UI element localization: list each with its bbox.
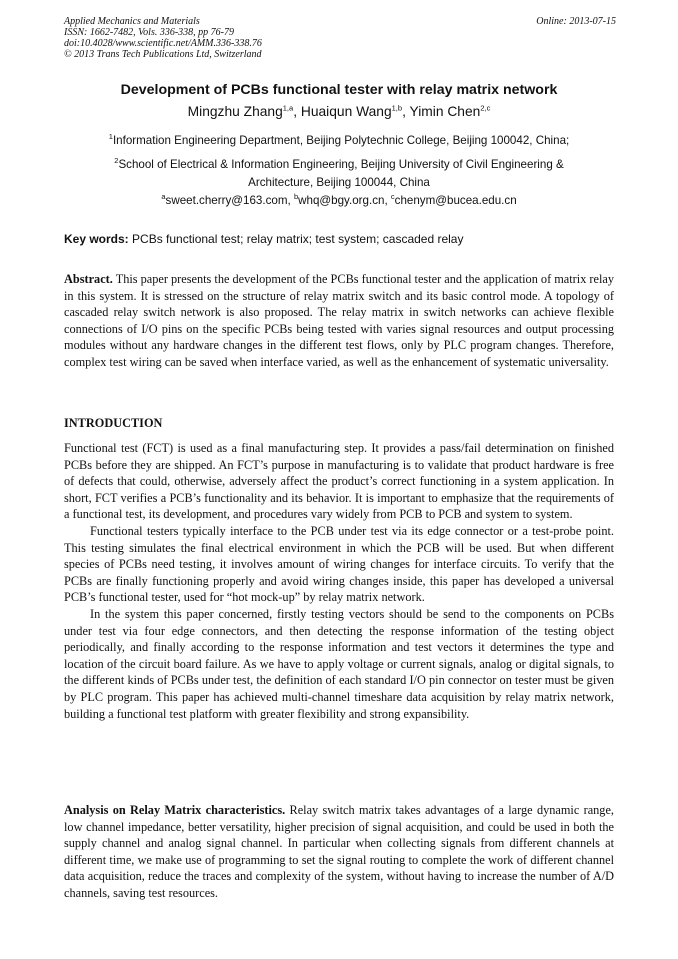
author-affil-sup: 1,b (391, 103, 403, 113)
keywords (64, 232, 463, 246)
affiliation-sup: 1 (108, 132, 113, 142)
author-affil-sup: 1,a (282, 103, 294, 113)
email-separator: , (287, 194, 294, 207)
author-separator: , (293, 104, 301, 119)
doi-line[interactable]: doi:10.4028/www.scientific.net/AMM.336-338.76 (64, 38, 262, 49)
paper-title: Development of PCBs functional tester with relay matrix network (120, 82, 558, 98)
abstract-label: Abstract. (64, 272, 113, 286)
affiliation-sup: 2 (114, 156, 119, 166)
email-link[interactable]: sweet.cherry@163.com (165, 194, 288, 207)
email-link[interactable]: chenym@bucea.edu.cn (394, 194, 517, 207)
online-date: Online: 2013-07-15 (536, 16, 616, 27)
section-heading-introduction: INTRODUCTION (64, 416, 163, 430)
email-list (40, 194, 638, 207)
paragraph: In the system this paper concerned, firstly testing vectors should be send to the components on PCBs under test via four edge connectors, and then detecting the response information of the testing object periodically, and finally according to the response information and test vectors it determines the type and location of the circuit board failure. As we have to apply voltage or current signals, analog or digital signals, to the different kinds of PCBs under test, the definition of each standard I/O pin connector on tester must be given by PLC program. This paper has achieved multi-channel timeshare data acquisition by relay matrix network, building a functional test platform with greater flexibility and strong expansibility. (64, 606, 614, 721)
keywords-text: PCBs functional test; relay matrix; test system; cascaded relay (128, 232, 464, 246)
paragraph: Functional test (FCT) is used as a final manufacturing step. It provides a pass/fail determination on finished PCBs before they are shipped. An FCT’s purpose in manufacturing is to validate that product hardware is free of defects that could, otherwise, adversely affect the product’s correct functioning in a system application. In short, FCT verifies a PCB’s functionality and its behavior. It is important to emphasize that the requirements of a functional test, its development, and procedures vary widely from PCB to PCB and system to system. (64, 441, 614, 522)
affiliation-2 (40, 156, 638, 192)
email-separator: , (384, 194, 391, 207)
author-list (40, 104, 638, 119)
keywords-label: Key words: (64, 232, 129, 246)
affiliation-text: School of Electrical & Information Engineering, Beijing University of Civil Engineering & (118, 158, 564, 171)
copyright-line: © 2013 Trans Tech Publications Ltd, Switzerland (64, 49, 262, 60)
email-sup: c (390, 192, 395, 202)
author-name: Huaiqun Wang (300, 104, 392, 119)
author-name: Yimin Chen (409, 104, 481, 119)
analysis-label: Analysis on Relay Matrix characteristics. (64, 803, 286, 817)
paragraph: Functional testers typically interface to the PCB under test via its edge connector or a test-probe point. This testing simulates the final electrical environment in which the PCB will be used. But when different species of PCBs need testing, it involves amount of wiring changes for interface circuits. To verify that the PCBs are finally functioning properly and avoid wiring changes inside, this paper has developed a universal PCB’s functional tester, used for “hot mock-up” by relay matrix network. (64, 523, 614, 605)
affiliation-1 (40, 134, 638, 147)
author-separator: , (402, 104, 410, 119)
author-name: Mingzhu Zhang (187, 104, 283, 119)
issn-line: ISSN: 1662-7482, Vols. 336-338, pp 76-79 (64, 27, 234, 38)
abstract-text: This paper presents the development of the PCBs functional tester and the application of matrix relay in this system. It is stressed on the structure of relay matrix switch and its basic control mode. A topology of cascaded relay switch network is also proposed. The relay matrix in switch networks can achieve flexible connections of I/O pins on the specific PCBs being tested with varies signal resources and output processing modules without any hardware changes in the different test flows, only by PLC program changes. Therefore, complex test wiring can be saved when interface varied, as well as the enhancement of systematic universality. (64, 272, 614, 369)
analysis-text: Relay switch matrix takes advantages of a large dynamic range, low channel impedance, better versatility, higher precision of signal acquisition, and could be used in both the supply channel and analog signal channel. In particular when collecting signals from different channels at different time, we make use of programming to set the signal routing to complete the work of different channel data acquisition, reduce the traces and complexity of the system, without having to increase the number of A/D channels, saving test resources. (64, 803, 614, 900)
affiliation-text: Architecture, Beijing 100044, China (248, 176, 430, 189)
introduction-section (64, 440, 614, 722)
email-sup: a (161, 192, 166, 202)
analysis-section (64, 802, 614, 902)
author-affil-sup: 2,c (480, 103, 491, 113)
abstract (64, 271, 614, 371)
email-sup: b (293, 192, 299, 202)
affiliation-text: Information Engineering Department, Beijing Polytechnic College, Beijing 100042, China; (112, 134, 570, 147)
email-link[interactable]: whq@bgy.org.cn (298, 194, 385, 207)
journal-header (64, 16, 484, 60)
journal-name: Applied Mechanics and Materials (64, 16, 200, 27)
